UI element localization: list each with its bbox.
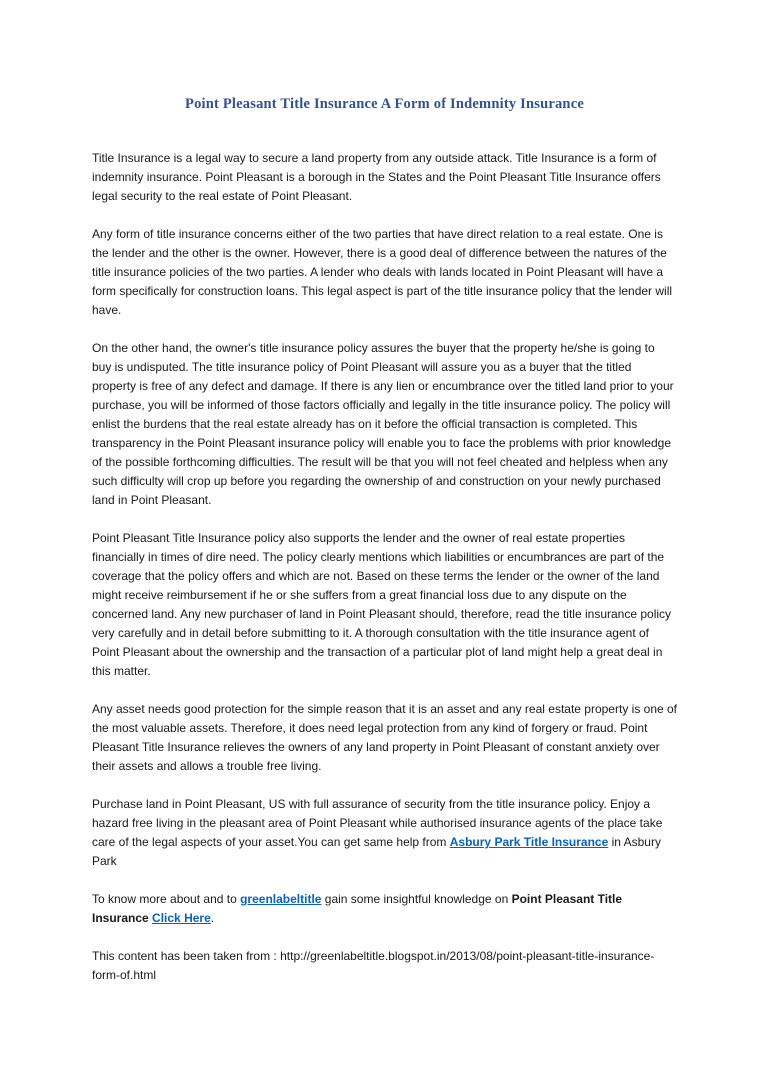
- text-run: Point Pleasant Title Insurance policy also supports the lender and the owner of real estate properties financially in times of dire need. The policy clearly mentions which liabilities or encumbrances are part of the coverage that the policy offers and which are not. Based on these terms the lender or the owner of the land might receive reimbursement if he or she suffers from a great financial loss due to any dispute on the concerned land. Any new purchaser of land in Point Pleasant should, therefore, read the title insurance policy very carefully and in detail before submitting to it. A thorough consultation with the title insurance agent of Point Pleasant about the ownership and the transaction of a particular plot of land might help a great deal in this matter.: [92, 531, 672, 678]
- paragraph: [92, 529, 677, 681]
- paragraph: [92, 795, 677, 871]
- text-run: To know more about and to: [92, 892, 241, 906]
- text-run: gain some insightful knowledge on: [321, 892, 512, 906]
- document-title: Point Pleasant Title Insurance A Form of Indemnity Insurance: [185, 96, 584, 112]
- click-here-link[interactable]: Click Here: [152, 911, 211, 925]
- text-run: Any form of title insurance concerns either of the two parties that have direct relation to a real estate. One is the lender and the other is the owner. However, there is a good deal of difference between the natures of the title insurance policies of the two parties. A lender who deals with lands located in Point Pleasant will have a form specifically for construction loans. This legal aspect is part of the title insurance policy that the lender will have.: [92, 227, 673, 317]
- text-run: .: [210, 911, 215, 925]
- bold-text: Point Pleasant Title Insurance: [92, 892, 623, 925]
- paragraph: [92, 890, 677, 928]
- paragraph: [92, 700, 677, 776]
- paragraph: [92, 225, 677, 320]
- text-run: Title Insurance is a legal way to secure a land property from any outside attack. Title Insurance is a form of indemnity insurance. Point Pleasant is a borough in the States and the Point Pleasant Title Insurance offers legal security to the real estate of Point Pleasant.: [92, 151, 661, 203]
- text-run: Purchase land in Point Pleasant, US with full assurance of security from the title insurance policy. Enjoy a hazard free living in the pleasant area of Point Pleasant while authorised insurance agents of the place take care of the legal aspects of your asset.You can get same help from: [92, 797, 663, 849]
- text-run: On the other hand, the owner's title insurance policy assures the buyer that the property he/she is going to buy is undisputed. The title insurance policy of Point Pleasant will assure you as a buyer that the titled property is free of any defect and damage. If there is any lien or encumbrance over the titled land prior to your purchase, you will be informed of those factors officially and legally in the title insurance policy. The policy will enlist the burdens that the real estate already has on it before the official transaction is completed. This transparency in the Point Pleasant insurance policy will enable you to face the problems with prior knowledge of the possible forthcoming difficulties. The result will be that you will not feel cheated and helpless when any such difficulty will crop up before you regarding the ownership of and construction on your newly purchased land in Point Pleasant.: [92, 341, 674, 507]
- paragraph: [92, 149, 677, 206]
- paragraph: [92, 339, 677, 510]
- asbury-park-title-insurance-link[interactable]: Asbury Park Title Insurance: [449, 835, 609, 849]
- text-run: in Asbury Park: [92, 835, 661, 868]
- text-run: This content has been taken from : http://greenlabeltitle.blogspot.in/2013/08/point-pleasant-title-insurance-form-of.html: [92, 949, 655, 982]
- paragraph: [92, 947, 677, 985]
- document-body: [92, 149, 677, 985]
- greenlabeltitle-link[interactable]: greenlabeltitle: [240, 892, 322, 906]
- text-run: Any asset needs good protection for the simple reason that it is an asset and any real estate property is one of the most valuable assets. Therefore, it does need legal protection from any kind of forgery or fraud. Point Pleasant Title Insurance relieves the owners of any land property in Point Pleasant of constant anxiety over their assets and allows a trouble free living.: [92, 702, 678, 773]
